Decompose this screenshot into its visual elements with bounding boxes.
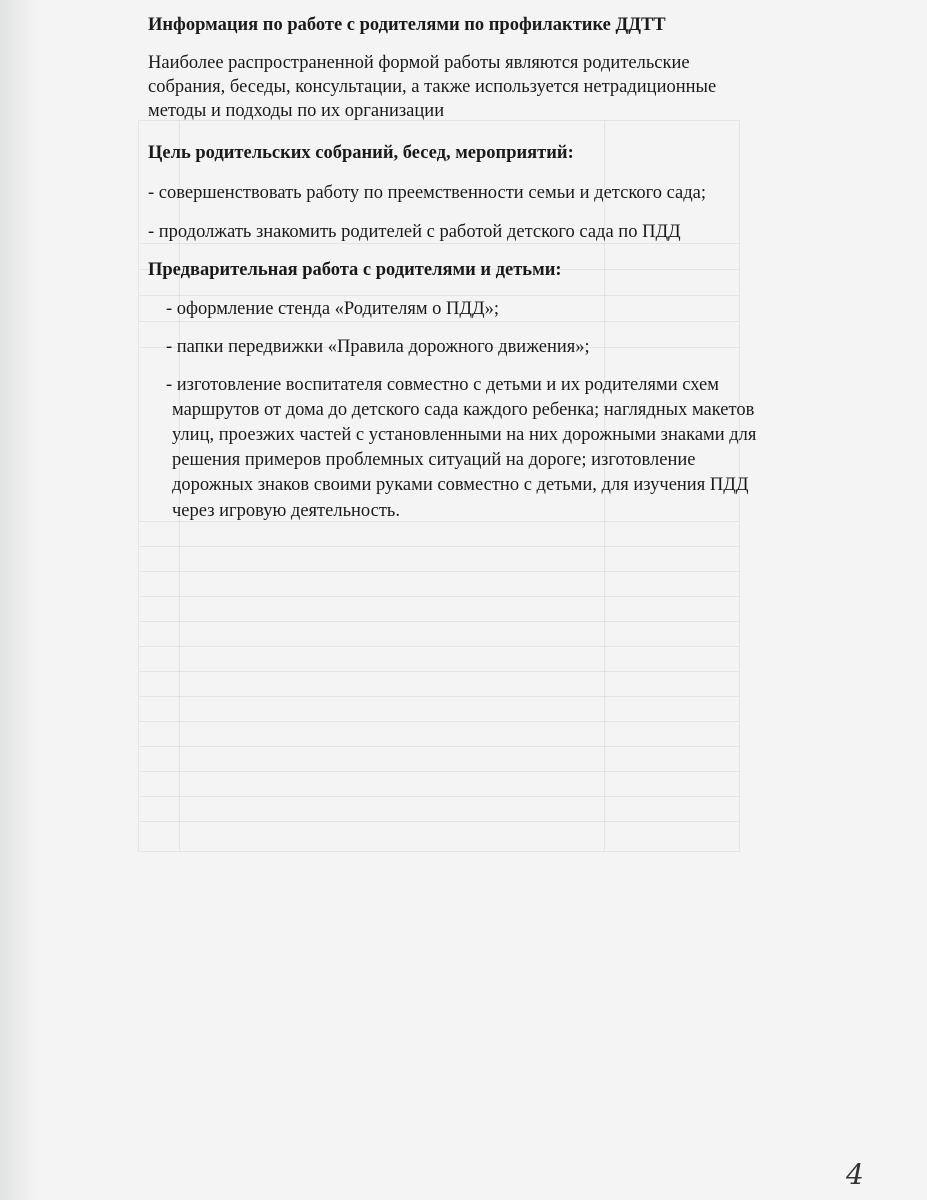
document-title: Информация по работе с родителями по профилактике ДДТТ bbox=[148, 15, 666, 35]
prep-item-long: - изготовление воспитателя совместно с детьми и их родителями схем bbox=[166, 375, 719, 395]
intro-line: собрания, беседы, консультации, а также используется нетрадиционные bbox=[148, 77, 717, 97]
prep-item-long: через игровую деятельность. bbox=[172, 501, 400, 521]
prep-item-long: дорожных знаков своими руками совместно с детьми, для изучения ПДД bbox=[172, 475, 749, 495]
prep-item-long: решения примеров проблемных ситуаций на дороге; изготовление bbox=[172, 450, 696, 470]
goal-item: - совершенствовать работу по преемственности семьи и детского сада; bbox=[148, 183, 707, 203]
prep-item: - папки передвижки «Правила дорожного движения»; bbox=[166, 337, 590, 357]
prep-item-long: маршрутов от дома до детского сада каждого ребенка; наглядных макетов bbox=[172, 400, 755, 420]
prep-item: - оформление стенда «Родителям о ПДД»; bbox=[166, 299, 500, 319]
prep-heading: Предварительная работа с родителями и детьми: bbox=[148, 260, 562, 280]
scan-edge-shadow bbox=[0, 0, 40, 1200]
goal-heading: Цель родительских собраний, бесед, мероприятий: bbox=[148, 143, 574, 163]
intro-line: методы и подходы по их организации bbox=[148, 101, 445, 121]
prep-item-long: улиц, проезжих частей с установленными на них дорожными знаками для bbox=[172, 425, 757, 445]
handwritten-page-number: 4 bbox=[846, 1158, 864, 1191]
intro-line: Наиболее распространенной формой работы являются родительские bbox=[148, 53, 690, 73]
goal-item: - продолжать знакомить родителей с работой детского сада по ПДД bbox=[148, 222, 681, 242]
